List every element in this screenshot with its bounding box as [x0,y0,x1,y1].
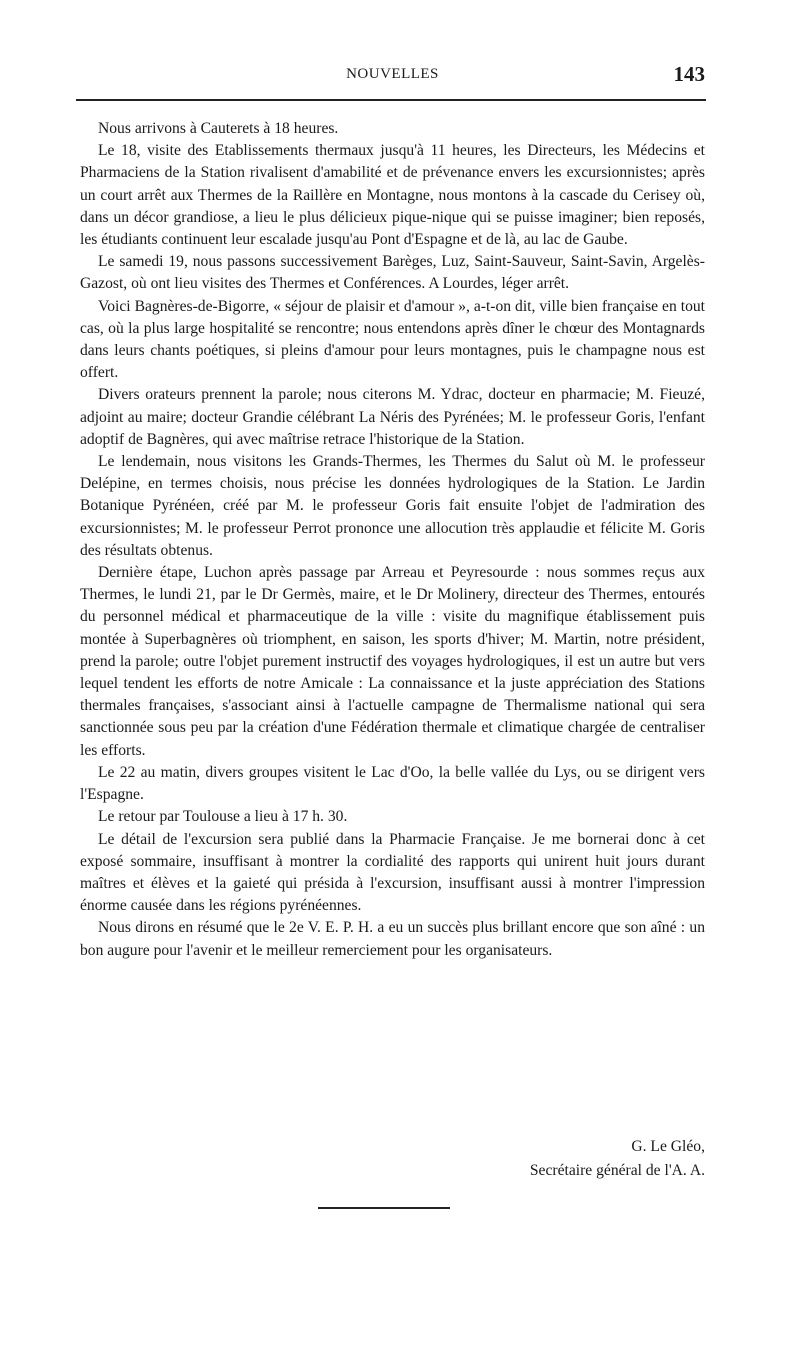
end-rule [318,1207,450,1209]
paragraph-cauterets: Le 18, visite des Etablissements thermaux jusqu'à 11 heures, les Directeurs, les Médecins et Pharmaciens de la Station rivalisent d'amabilité et de prévenance envers les excursionnistes; après un court arrêt aux Thermes de la Raillère en Montagne, nous montons à la cascade du Cerisey où, dans un décor grandiose, a lieu le plus délicieux pique-nique qui se puisse imaginer; bien reposés, les étudiants continuent leur escalade jusqu'au Pont d'Espagne et de là, au lac de Gaube. [80,142,705,249]
paragraph-luchon: Dernière étape, Luchon après passage par Arreau et Peyresourde : nous sommes reçus aux Thermes, le lundi 21, par le Dr Germès, maire, et le Dr Molinery, directeur des Thermes, entourés du personnel médical et pharmaceutique de la ville : visite du magnifique établissement puis montée à Superbagnères où triomphent, en saison, les sports d'hiver; M. Martin, notre président, prend la parole; outre l'objet purement instructif des voyages hydrologiques, il est un autre but vers lequel tendent les efforts de notre Amicale : La connaissance et la juste appréciation des Stations thermales françaises, s'associant ainsi à l'actuelle campagne de Thermalisme national qui sera sanctionnée sous peu par la création d'une Fédération thermale et climatique chargée de centraliser les efforts. [80,564,705,759]
paragraph-details: Le détail de l'excursion sera publié dans la Pharmacie Française. Je me bornerai donc à cet exposé sommaire, insuffisant à montrer la cordialité des rapports qui unirent huit jours durant maîtres et élèves et la gaieté qui présida à l'excursion, insuffisant aussi à montrer l'impression énorme causée dans les régions pyrénéennes. [80,830,705,915]
paragraph-grands-thermes: Le lendemain, nous visitons les Grands-Thermes, les Thermes du Salut où M. le professeur Delépine, en termes choisis, nous précise les données hydrologiques de la Station. Le Jardin Botanique Pyrénéen, créé par M. le professeur Goris fait ensuite l'objet de l'admiration des excursionnistes; M. le professeur Perrot prononce une allocution très applaudie et félicite M. Goris des résultats obtenus. [80,453,705,559]
header-rule [76,99,706,101]
article-body [80,118,705,962]
running-title: NOUVELLES [346,66,439,82]
page-header [80,62,705,90]
paragraph-arrival: Nous arrivons à Cauterets à 18 heures. [98,120,339,137]
paragraph-summary: Nous dirons en résumé que le 2e V. E. P. H. a eu un succès plus brillant encore que son aîné : un bon augure pour l'avenir et le meilleur remerciement pour les organisateurs. [80,919,705,959]
page-number: 143 [673,62,705,86]
paragraph-lac-oo: Le 22 au matin, divers groupes visitent le Lac d'Oo, la belle vallée du Lys, ou se dirigent vers l'Espagne. [80,763,705,804]
paragraph-return: Le retour par Toulouse a lieu à 17 h. 30. [98,808,348,826]
paragraph-bagneres: Voici Bagnères-de-Bigorre, « séjour de plaisir et d'amour », a-t-on dit, ville bien française en tout cas, où la plus large hospitalité se rencontre; nous entendons après dîner le chœur des Montagnards dans leurs chants poétiques, si pleins d'amour pour leurs montagnes, puis le champagne nous est offert. [80,297,705,382]
paragraph-orators: Divers orateurs prennent la parole; nous citerons M. Ydrac, docteur en pharmacie; M. Fieuzé, adjoint au maire; docteur Grandie célébrant La Néris des Pyrénées; M. le professeur Goris, l'enfant adoptif de Bagnères, qui avec maîtrise retrace l'historique de la Station. [80,386,705,448]
signature-name: G. Le Gléo, [631,1138,705,1155]
paragraph-bareges: Le samedi 19, nous passons successivement Barèges, Luz, Saint-Sauveur, Saint-Savin, Argelès-Gazost, où ont lieu visites des Thermes et Conférences. A Lourdes, léger arrêt. [80,253,705,293]
signature-role: Secrétaire général de l'A. A. [529,1162,705,1179]
